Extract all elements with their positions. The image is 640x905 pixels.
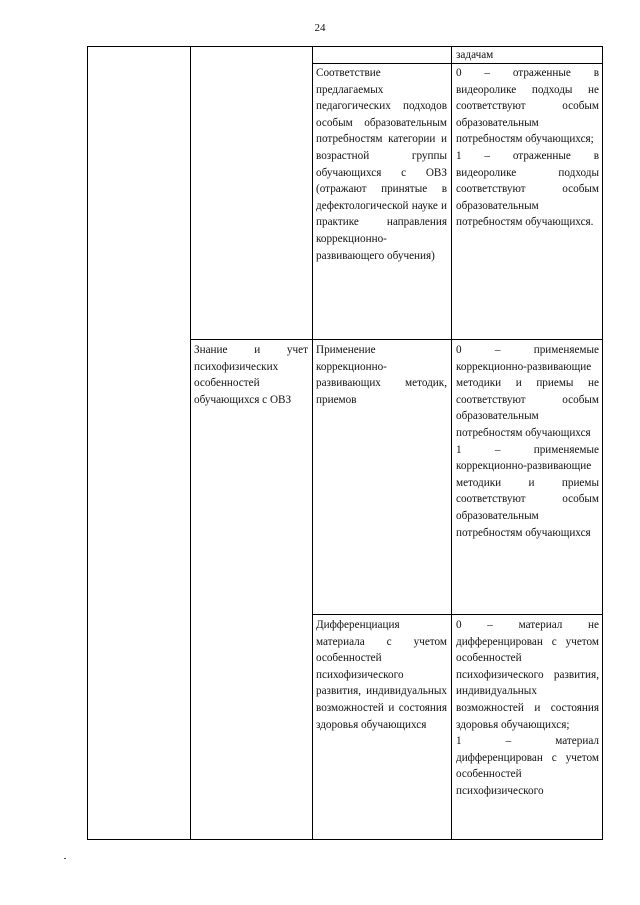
cell-text: Знание и учет психофизических особенностей обучающихся с ОВЗ (194, 344, 308, 406)
scan-speck (64, 858, 66, 859)
row-divider-3 (312, 614, 603, 615)
cell-text: Дифференциация материала с учетом особенностей психофизического развития, индивидуальных возможностей и состояния здоровья обучающихся (316, 619, 447, 731)
table-border-bottom (87, 839, 603, 840)
cell-text: 0 – отраженные в видеоролике подходы не соответствуют особым образовательным потребностям обучающихся; (456, 67, 599, 146)
cell-text: задачам (456, 49, 494, 61)
cell-text: 0 – применяемые коррекционно-развивающие методики и приемы не соответствуют особым образовательным потребностям обучающихся (456, 344, 599, 439)
table-border-col4 (451, 46, 452, 840)
table-cell (456, 65, 599, 231)
page-number: 24 (314, 22, 326, 34)
cell-text: Соответствие предлагаемых педагогических подходов особым образовательным потребностям категории и возрастной группы обучающихся с ОВЗ (отражают принятые в дефектологической науке и практике направления коррекционно-развивающего обучения) (316, 67, 447, 262)
cell-text: Применение коррекционно-развивающих методик, приемов (316, 344, 447, 406)
cell-text: 1 – применяемые коррекционно-развивающие методики и приемы соответствуют особым образовательным потребностям обучающихся (456, 443, 599, 539)
table-border-left (87, 46, 88, 840)
cell-text: 1 – материал дифференцирован с учетом особенностей психофизического (456, 735, 599, 797)
table-cell (316, 342, 447, 408)
table-cell (316, 617, 447, 733)
table-cell (456, 617, 599, 800)
cell-text: 0 – материал не дифференцирован с учетом особенностей психофизического развития, индивидуальных возможностей и состояния здоровья обучающихся; (456, 619, 599, 731)
table-border-right (602, 46, 603, 840)
table-cell (456, 342, 599, 541)
table-cell (194, 342, 308, 408)
criteria-table (87, 46, 603, 840)
table-border-col3 (312, 46, 313, 840)
row-divider-2 (190, 339, 603, 340)
table-cell (456, 47, 599, 64)
table-border-col2 (190, 46, 191, 840)
table-cell (316, 65, 447, 264)
cell-text: 1 – отраженные в видеоролике подходы соответствуют особым образовательным потребностям обучающихся. (456, 149, 599, 229)
